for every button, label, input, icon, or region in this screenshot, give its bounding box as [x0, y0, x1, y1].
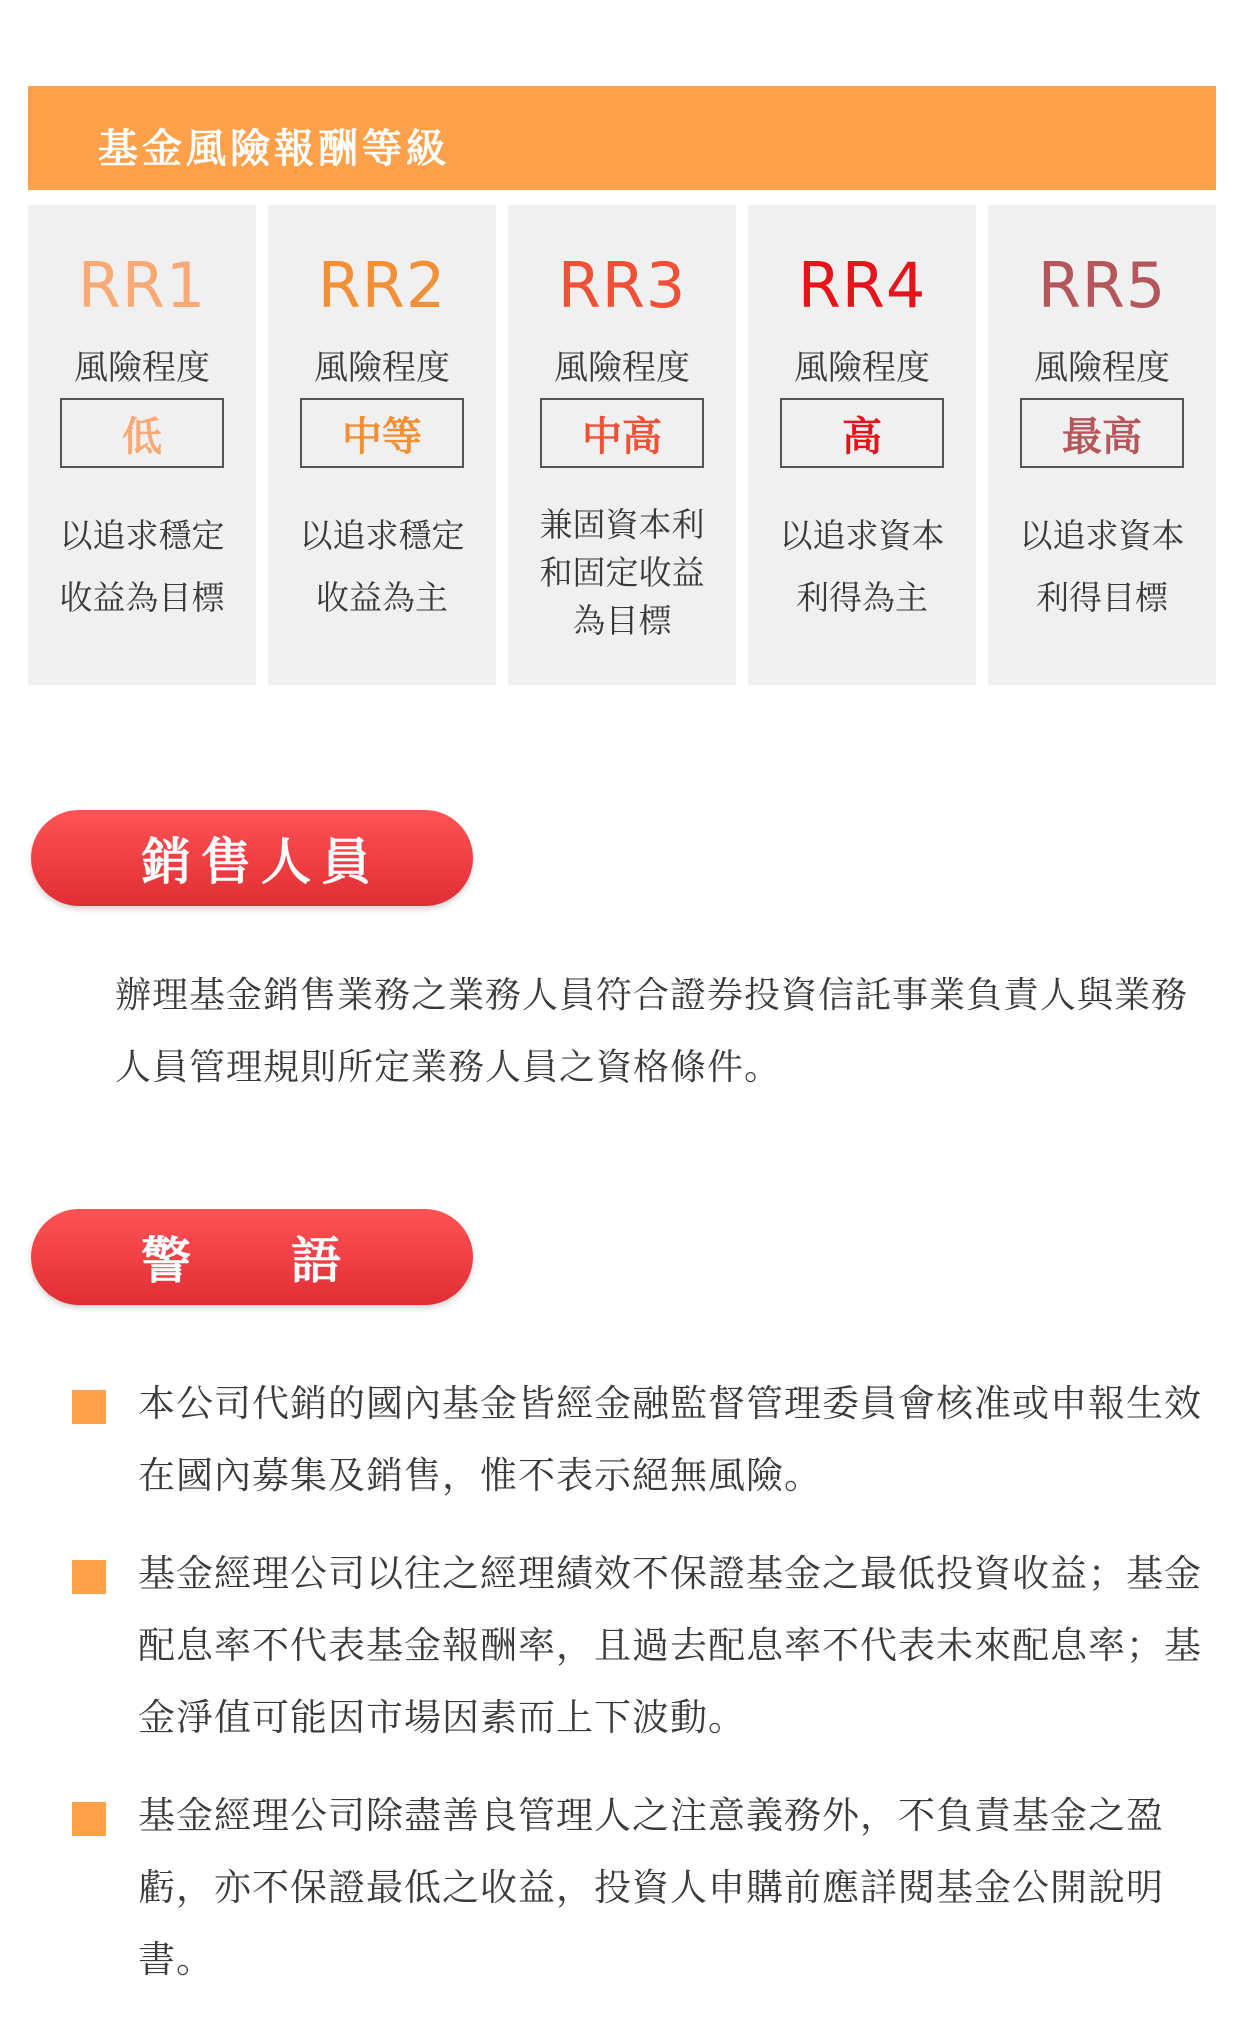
risk-level-badge: 低	[60, 398, 224, 468]
risk-code: RR2	[317, 249, 447, 322]
risk-description: 兼固資本利和固定收益為目標	[539, 505, 705, 640]
risk-label: 風險程度	[74, 348, 210, 388]
list-item	[72, 1368, 1212, 1512]
warning-heading-pill	[31, 1209, 473, 1305]
risk-label: 風險程度	[794, 348, 930, 388]
warning-text: 本公司代銷的國內基金皆經金融監督管理委員會核准或申報生效在國內募集及銷售，惟不表示絕無風險。	[138, 1382, 1202, 1497]
risk-label: 風險程度	[314, 348, 450, 388]
risk-code: RR1	[77, 249, 207, 322]
list-item	[72, 1780, 1212, 1996]
risk-label: 風險程度	[1034, 348, 1170, 388]
risk-level-badge: 中等	[300, 398, 464, 468]
risk-code: RR3	[557, 249, 687, 322]
warning-text: 基金經理公司除盡善良管理人之注意義務外，不負責基金之盈虧，亦不保證最低之收益，投資人申購前應詳閱基金公開說明書。	[138, 1794, 1164, 1981]
risk-section-title: 基金風險報酬等級	[98, 125, 450, 172]
risk-code: RR4	[797, 249, 927, 322]
risk-card-rr2	[268, 205, 496, 685]
risk-level-badge: 中高	[540, 398, 704, 468]
risk-card-rr1	[28, 205, 256, 685]
square-bullet-icon	[72, 1390, 106, 1424]
risk-description: 以追求資本利得目標	[1019, 516, 1185, 617]
risk-description: 以追求資本利得為主	[779, 516, 945, 617]
risk-description: 以追求穩定收益為主	[299, 516, 465, 617]
warning-text: 基金經理公司以往之經理績效不保證基金之最低投資收益；基金配息率不代表基金報酬率，且過去配息率不代表未來配息率；基金淨值可能因市場因素而上下波動。	[138, 1552, 1202, 1739]
square-bullet-icon	[72, 1560, 106, 1594]
risk-section-header	[28, 86, 1216, 190]
risk-cards	[28, 205, 1216, 685]
risk-label: 風險程度	[554, 348, 690, 388]
sales-heading: 銷售人員	[141, 833, 381, 891]
sales-heading-pill	[31, 810, 473, 906]
risk-level-badge: 高	[780, 398, 944, 468]
list-item	[72, 1538, 1212, 1754]
risk-level-badge: 最高	[1020, 398, 1184, 468]
risk-description: 以追求穩定收益為目標	[59, 516, 225, 617]
risk-card-rr3	[508, 205, 736, 685]
square-bullet-icon	[72, 1802, 106, 1836]
warning-list	[72, 1368, 1212, 2022]
sales-paragraph: 辦理基金銷售業務之業務人員符合證券投資信託事業負責人與業務人員管理規則所定業務人員之資格條件。	[115, 975, 1189, 1088]
risk-card-rr5	[988, 205, 1216, 685]
warning-heading: 警 語	[141, 1232, 341, 1290]
risk-card-rr4	[748, 205, 976, 685]
risk-code: RR5	[1037, 249, 1167, 322]
